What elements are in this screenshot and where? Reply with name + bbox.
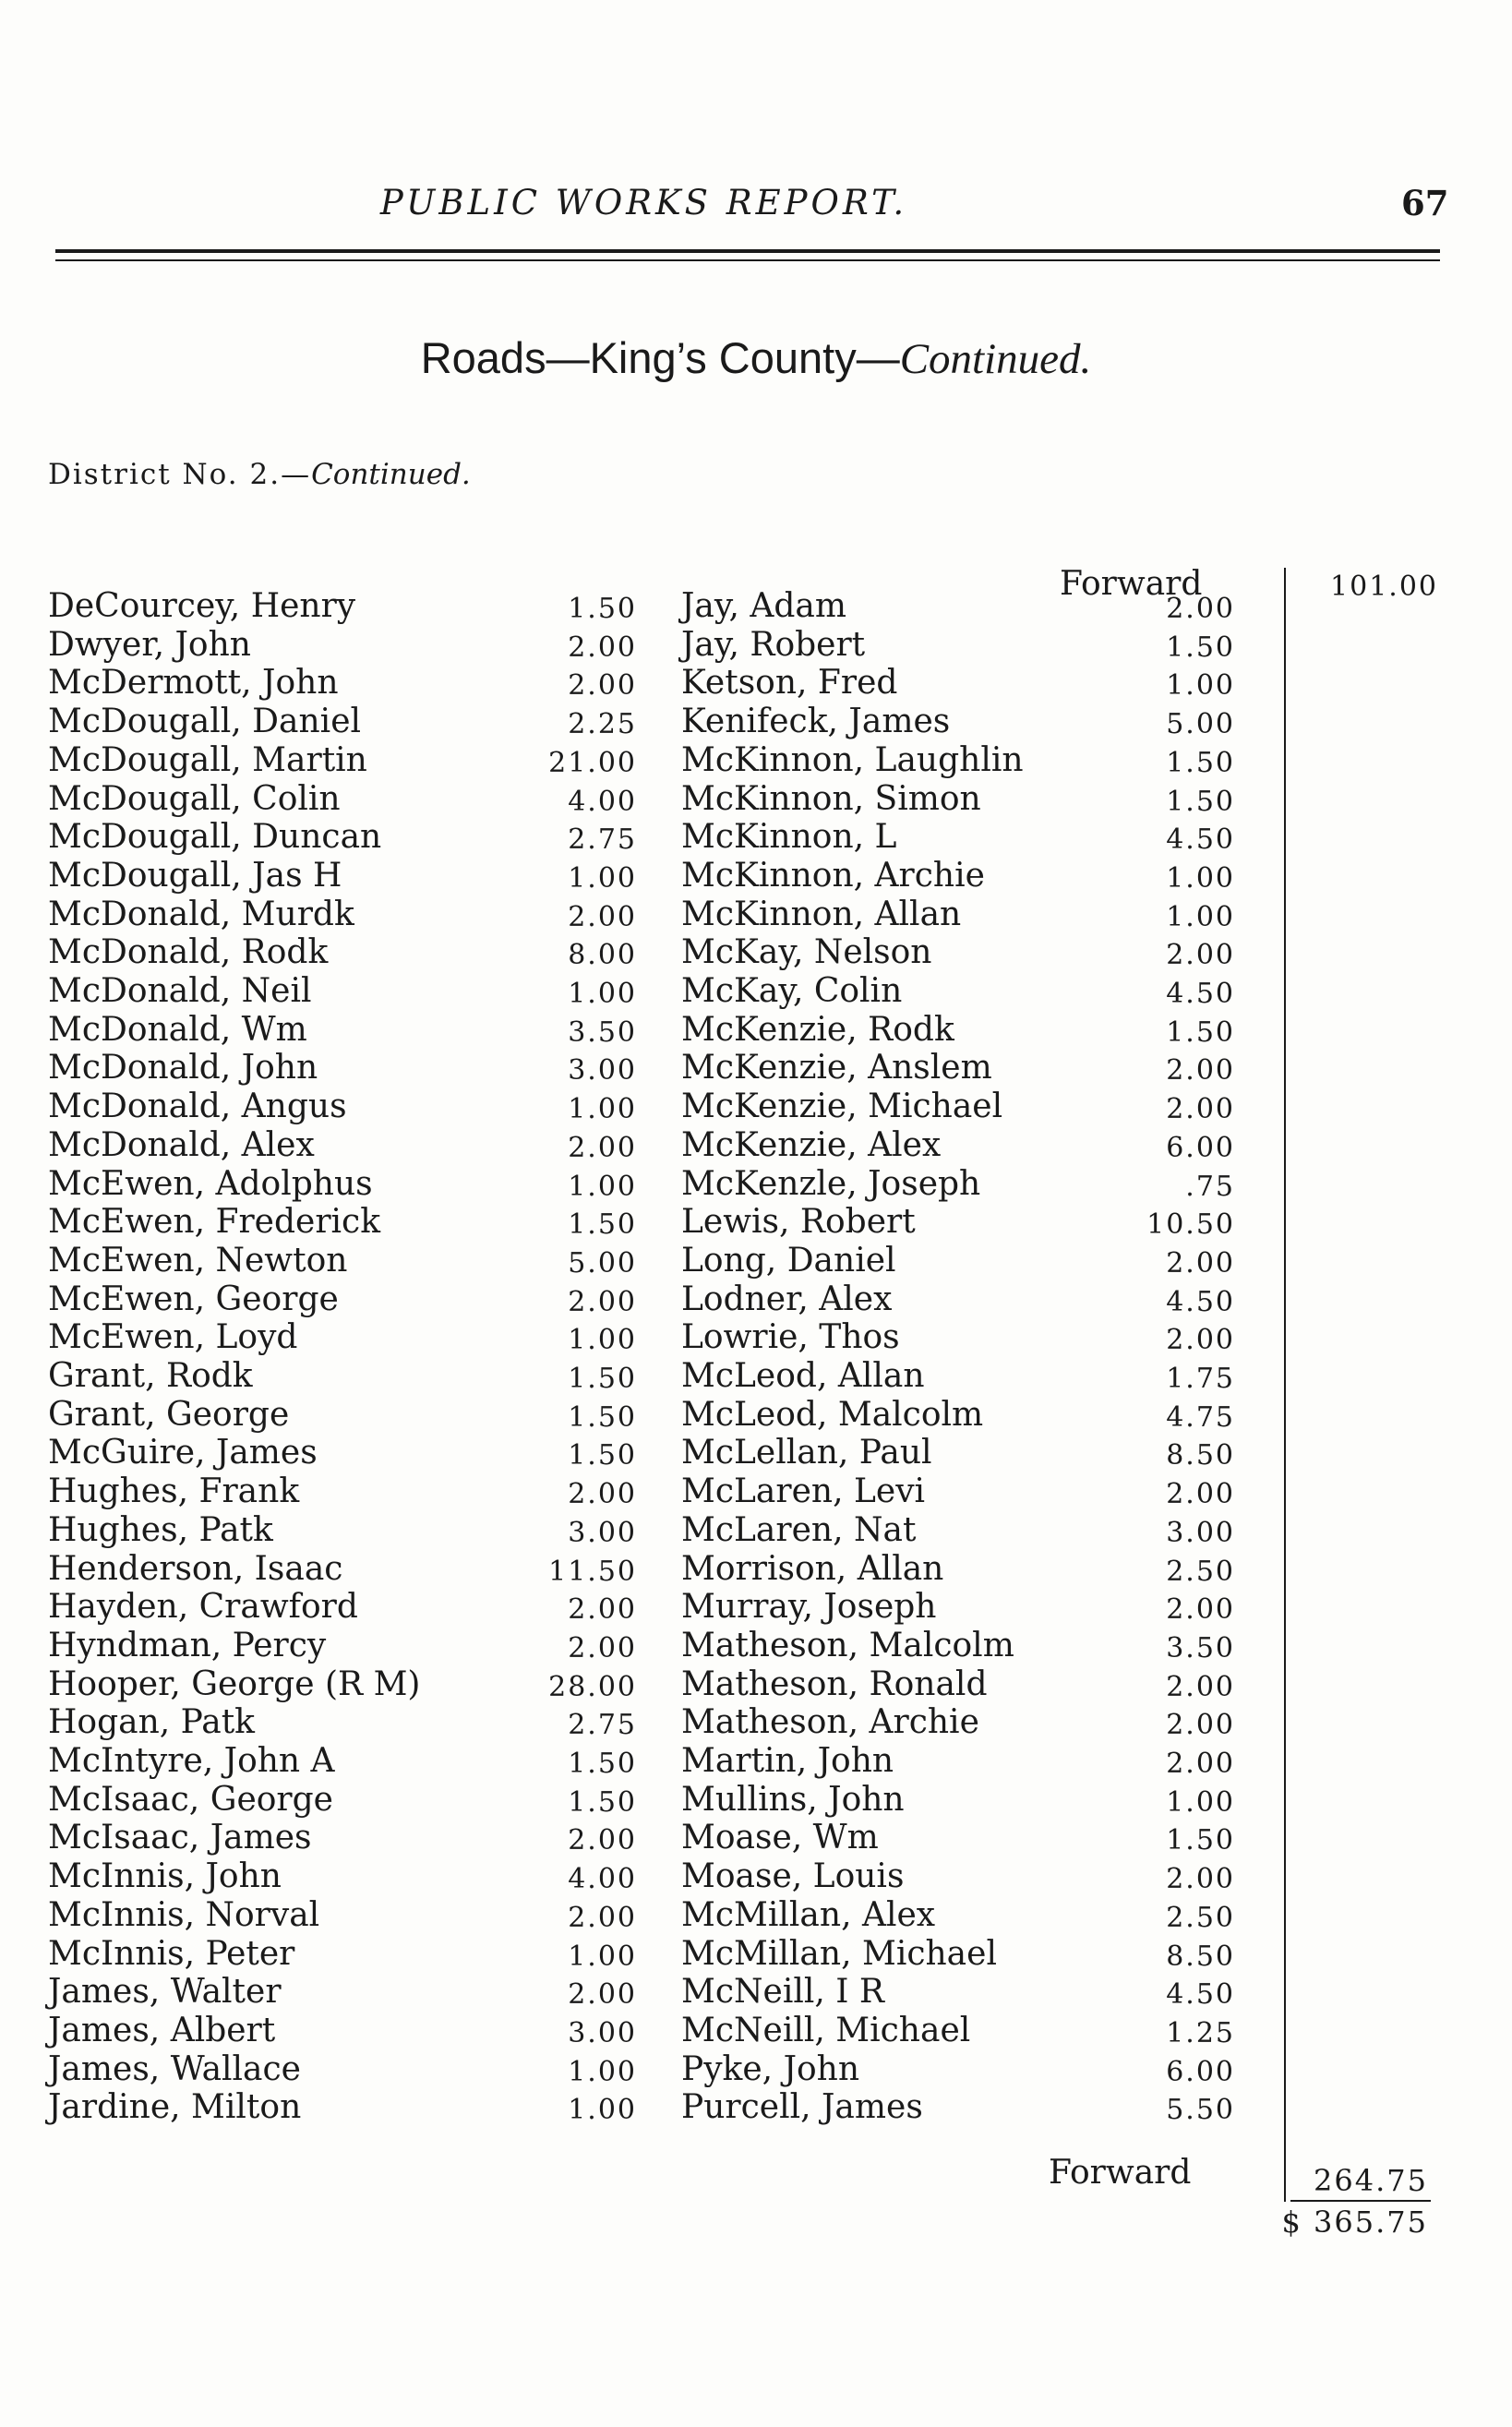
left-entry-name: McDonald, Wm	[48, 1010, 307, 1049]
left-entry-amount: 21.00	[548, 746, 637, 779]
left-entry-amount: 2.75	[568, 823, 637, 857]
left-entry-name: McDougall, Duncan	[48, 818, 382, 857]
right-entry-name: Morrison, Allan	[681, 1549, 944, 1588]
left-entry-name: Hughes, Patk	[48, 1510, 273, 1549]
right-entry-amount: 6.00	[1166, 2055, 1235, 2088]
right-entry-name: McKenzie, Michael	[681, 1087, 1003, 1126]
right-entry-name: McKenzie, Rodk	[681, 1010, 954, 1049]
right-entry-amount: 2.00	[1166, 1054, 1235, 1087]
right-entry-name: Moase, Louis	[681, 1857, 905, 1896]
right-entry-amount: 5.00	[1166, 708, 1235, 741]
right-entry-name: McKenzie, Anslem	[681, 1049, 992, 1087]
left-entry-amount: 8.00	[568, 939, 637, 972]
forward-in-amount: 101.00	[1330, 571, 1438, 603]
right-entry-amount: 2.00	[1166, 1863, 1235, 1896]
left-entry-name: Jardine, Milton	[48, 2088, 302, 2127]
left-entry-amount: 2.00	[568, 1478, 637, 1511]
right-entry-amount: 1.50	[1166, 1015, 1235, 1049]
left-entry-amount: 2.00	[568, 669, 637, 703]
left-entry-amount: 1.00	[568, 1940, 637, 1973]
right-entry-name: McNeill, Michael	[681, 2011, 971, 2049]
right-entry-amount: 2.50	[1166, 1901, 1235, 1934]
right-entry-amount: 2.00	[1166, 1593, 1235, 1627]
header-rule-thick	[55, 249, 1440, 253]
right-entry-amount: 1.50	[1166, 785, 1235, 818]
right-entry-amount: 1.00	[1166, 669, 1235, 703]
left-entry-amount: 2.00	[568, 1824, 637, 1857]
left-entry-amount: 28.00	[548, 1670, 637, 1703]
right-entry-amount: 2.00	[1166, 1246, 1235, 1280]
right-entry-amount: 2.50	[1166, 1555, 1235, 1588]
left-entry-name: Henderson, Isaac	[48, 1549, 343, 1588]
left-entry-amount: 1.50	[568, 1363, 637, 1395]
right-entry-name: Jay, Adam	[681, 587, 846, 625]
right-entry-amount: 10.50	[1146, 1208, 1235, 1242]
left-entry-amount: 1.00	[568, 861, 637, 895]
right-entry-amount: 2.00	[1166, 1093, 1235, 1126]
left-entry-amount: 5.00	[568, 1246, 637, 1280]
section-title-continued: Continued.	[899, 335, 1092, 383]
column-total-underline	[1290, 2200, 1431, 2202]
right-entry-amount: 4.50	[1166, 1978, 1235, 2012]
right-entry-name: McKinnon, Laughlin	[681, 740, 1024, 779]
right-entry-amount: 1.00	[1166, 1785, 1235, 1819]
left-entry-amount: 2.25	[568, 708, 637, 741]
right-entry-amount: 2.00	[1166, 939, 1235, 972]
right-entry-name: Matheson, Archie	[681, 1703, 979, 1742]
right-entry-amount: 1.25	[1166, 2016, 1235, 2049]
right-entry-name: McKinnon, Archie	[681, 856, 985, 895]
left-entry-amount: 1.50	[568, 1400, 637, 1434]
right-entry-name: McLellan, Paul	[681, 1434, 932, 1472]
right-entry-name: McMillan, Michael	[681, 1934, 997, 1973]
district-heading	[48, 458, 471, 491]
left-entry-name: McInnis, John	[48, 1857, 282, 1896]
left-entry-name: Grant, Rodk	[48, 1357, 253, 1395]
left-entry-amount: 3.00	[568, 1516, 637, 1549]
right-entry-name: Moase, Wm	[681, 1819, 879, 1857]
left-entry-name: McDonald, Neil	[48, 972, 312, 1010]
district-label: District No. 2.—	[48, 458, 312, 491]
running-head: PUBLIC WORKS REPORT.	[379, 183, 908, 222]
right-entry-amount: 1.50	[1166, 1824, 1235, 1857]
right-entry-name: Lowrie, Thos	[681, 1318, 900, 1357]
left-entry-name: Hooper, George (R M)	[48, 1664, 421, 1703]
right-entry-amount: 1.50	[1166, 631, 1235, 664]
right-entry-name: Long, Daniel	[681, 1241, 896, 1280]
left-entry-name: McInnis, Norval	[48, 1895, 320, 1934]
left-entry-amount: 1.50	[568, 1208, 637, 1242]
left-entry-name: Dwyer, John	[48, 625, 251, 664]
right-entry-amount: 5.50	[1166, 2094, 1235, 2127]
amount-column-rule	[1284, 568, 1286, 2202]
right-entry-amount: 1.00	[1166, 861, 1235, 895]
left-entry-amount: 4.00	[568, 1863, 637, 1896]
left-entry-name: McDougall, Daniel	[48, 703, 362, 741]
right-entry-amount: 1.00	[1166, 900, 1235, 933]
left-entry-amount: 1.00	[568, 2094, 637, 2127]
right-entry-amount: 4.50	[1166, 978, 1235, 1010]
left-entry-amount: 2.75	[568, 1709, 637, 1742]
right-entry-name: Pyke, John	[681, 2049, 860, 2088]
left-entry-name: McDougall, Colin	[48, 779, 341, 818]
left-entry-name: McEwen, Adolphus	[48, 1164, 373, 1203]
right-entry-name: McKenzie, Alex	[681, 1125, 942, 1164]
left-entry-name: McDonald, Rodk	[48, 933, 329, 972]
right-entry-name: Lodner, Alex	[681, 1280, 893, 1318]
left-entry-name: Hogan, Patk	[48, 1703, 255, 1742]
right-entry-amount: 2.00	[1166, 1709, 1235, 1742]
forward-out-amount: $ 365.75	[1281, 2205, 1428, 2240]
right-entry-amount: 8.50	[1166, 1940, 1235, 1973]
right-entry-name: McLeod, Allan	[681, 1357, 925, 1395]
right-entry-name: McKay, Nelson	[681, 933, 932, 972]
left-entry-name: McDonald, John	[48, 1049, 318, 1087]
right-entry-name: Kenifeck, James	[681, 703, 951, 741]
right-entry-name: McKinnon, L	[681, 818, 897, 857]
right-entry-name: Lewis, Robert	[681, 1203, 916, 1242]
left-entry-amount: 4.00	[568, 785, 637, 818]
left-entry-amount: 2.00	[568, 1901, 637, 1934]
left-entry-name: McDougall, Martin	[48, 740, 367, 779]
left-entry-amount: 3.50	[568, 1015, 637, 1049]
left-entry-name: James, Wallace	[48, 2049, 301, 2088]
right-entry-name: McNeill, I R	[681, 1973, 885, 2012]
right-entry-amount: 2.00	[1166, 1670, 1235, 1703]
right-entry-amount: .75	[1185, 1170, 1235, 1203]
left-entry-name: James, Walter	[48, 1973, 282, 2012]
right-entry-amount: 6.00	[1166, 1131, 1235, 1164]
left-entry-amount: 11.50	[548, 1555, 637, 1588]
left-entry-amount: 1.00	[568, 978, 637, 1010]
right-entry-name: McKay, Colin	[681, 972, 903, 1010]
right-entry-name: Martin, John	[681, 1742, 894, 1780]
right-entry-amount: 1.50	[1166, 746, 1235, 779]
left-entry-amount: 2.00	[568, 631, 637, 664]
left-entry-name: Grant, George	[48, 1395, 290, 1434]
left-entry-amount: 1.00	[568, 2055, 637, 2088]
right-entry-name: McMillan, Alex	[681, 1895, 936, 1934]
section-title	[0, 332, 1512, 384]
left-entry-name: DeCourcey, Henry	[48, 587, 356, 625]
right-entry-name: Matheson, Ronald	[681, 1664, 988, 1703]
district-continued: Continued.	[311, 458, 471, 491]
left-entry-name: Hyndman, Percy	[48, 1626, 327, 1664]
right-entry-amount: 2.00	[1166, 1478, 1235, 1511]
left-entry-amount: 1.50	[568, 593, 637, 625]
left-entry-name: McDermott, John	[48, 664, 339, 703]
right-entry-name: Ketson, Fred	[681, 664, 898, 703]
right-entry-amount: 4.75	[1166, 1400, 1235, 1434]
right-entry-amount: 2.00	[1166, 593, 1235, 625]
forward-out-label: Forward	[1049, 2154, 1192, 2192]
right-entry-name: Murray, Joseph	[681, 1588, 937, 1627]
left-entry-name: Hayden, Crawford	[48, 1588, 358, 1627]
left-entry-name: McIntyre, John A	[48, 1742, 335, 1780]
left-entry-name: McEwen, George	[48, 1280, 339, 1318]
left-entry-name: McDonald, Angus	[48, 1087, 347, 1126]
left-entry-amount: 2.00	[568, 900, 637, 933]
right-entry-name: Mullins, John	[681, 1780, 905, 1819]
right-entry-name: Matheson, Malcolm	[681, 1626, 1014, 1664]
left-entry-name: McEwen, Frederick	[48, 1203, 381, 1242]
left-entry-amount: 3.00	[568, 2016, 637, 2049]
right-entry-name: McLeod, Malcolm	[681, 1395, 984, 1434]
right-entry-name: McKinnon, Simon	[681, 779, 981, 818]
left-entry-amount: 1.50	[568, 1748, 637, 1780]
forward-in-label: Forward	[1060, 565, 1203, 603]
section-title-main: Roads—King’s County—	[420, 333, 900, 382]
right-entry-amount: 2.00	[1166, 1324, 1235, 1357]
left-entry-amount: 1.00	[568, 1093, 637, 1126]
right-entry-name: McKinnon, Allan	[681, 895, 962, 933]
left-entry-name: Hughes, Frank	[48, 1472, 300, 1511]
right-entry-amount: 4.50	[1166, 823, 1235, 857]
right-entry-name: Purcell, James	[681, 2088, 923, 2127]
left-entry-amount: 2.00	[568, 1593, 637, 1627]
left-entry-amount: 1.50	[568, 1439, 637, 1472]
left-entry-amount: 2.00	[568, 1131, 637, 1164]
left-entry-name: McDonald, Alex	[48, 1125, 315, 1164]
right-entry-amount: 2.00	[1166, 1748, 1235, 1780]
left-entry-name: McInnis, Peter	[48, 1934, 295, 1973]
left-entry-name: McIsaac, James	[48, 1819, 312, 1857]
left-entry-name: McDonald, Murdk	[48, 895, 354, 933]
left-entry-amount: 2.00	[568, 1631, 637, 1664]
right-entry-amount: 8.50	[1166, 1439, 1235, 1472]
page-number: 67	[1401, 183, 1449, 223]
left-entry-amount: 2.00	[568, 1978, 637, 2012]
left-entry-name: James, Albert	[48, 2011, 276, 2049]
left-entry-amount: 1.00	[568, 1170, 637, 1203]
right-entry-name: McLaren, Nat	[681, 1510, 917, 1549]
left-entry-amount: 3.00	[568, 1054, 637, 1087]
right-entry-name: Jay, Robert	[681, 625, 866, 664]
right-entry-amount: 1.75	[1166, 1363, 1235, 1395]
left-entry-amount: 2.00	[568, 1285, 637, 1318]
column-total: 264.75	[1314, 2163, 1428, 2198]
right-entry-name: McKenzle, Joseph	[681, 1164, 981, 1203]
left-entry-name: McDougall, Jas H	[48, 856, 342, 895]
right-entry-amount: 3.50	[1166, 1631, 1235, 1664]
right-entry-amount: 4.50	[1166, 1285, 1235, 1318]
left-entry-amount: 1.50	[568, 1785, 637, 1819]
left-entry-name: McGuire, James	[48, 1434, 318, 1472]
left-entry-name: McEwen, Loyd	[48, 1318, 298, 1357]
right-entry-amount: 3.00	[1166, 1516, 1235, 1549]
left-entry-amount: 1.00	[568, 1324, 637, 1357]
header-rule-thin	[55, 259, 1440, 261]
left-entry-name: McIsaac, George	[48, 1780, 333, 1819]
left-entry-name: McEwen, Newton	[48, 1241, 348, 1280]
right-entry-name: McLaren, Levi	[681, 1472, 926, 1511]
